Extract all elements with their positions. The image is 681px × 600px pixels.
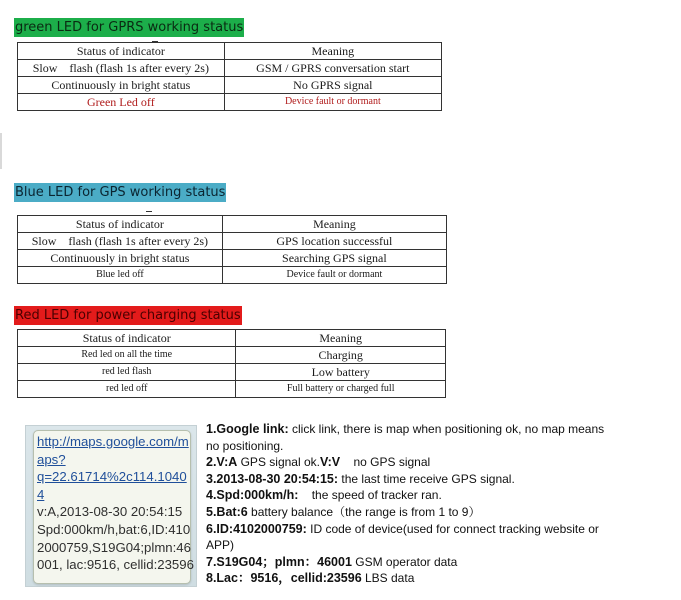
note-device-id-cont: APP): [206, 538, 235, 553]
table-row: [18, 77, 442, 94]
green-led-table: [17, 42, 442, 111]
sms-map-link[interactable]: http://maps.google.com/m: [37, 434, 189, 449]
blue-led-header: Blue LED for GPS working status: [15, 185, 226, 200]
sms-field-notes: [206, 421, 626, 587]
meaning-header: Meaning: [236, 330, 446, 347]
sms-line: v:A,2013-08-30 20:54:15: [37, 504, 183, 520]
meaning-cell: GPS location successful: [222, 233, 446, 250]
table-tick-mark: [146, 208, 152, 212]
meaning-cell: Full battery or charged full: [236, 381, 446, 398]
table-row: [18, 60, 442, 77]
note-battery: 5.Bat:6 battery balance（the range is from 1 to 9）: [206, 504, 481, 519]
meaning-cell: Low battery: [236, 364, 446, 381]
status-header: Status of indicator: [18, 330, 236, 347]
table-row: [18, 233, 447, 250]
red-led-table: [17, 329, 446, 398]
status-cell: red led flash: [18, 364, 236, 381]
status-header: Status of indicator: [18, 43, 225, 60]
meaning-header: Meaning: [222, 216, 446, 233]
meaning-header: Meaning: [224, 43, 441, 60]
status-cell: Blue led off: [18, 267, 223, 284]
table-header-row: [18, 330, 446, 347]
meaning-cell: Searching GPS signal: [222, 250, 446, 267]
table-row: [18, 250, 447, 267]
table-row: [18, 347, 446, 364]
note-timestamp: 3.2013-08-30 20:54:15: the last time receive GPS signal.: [206, 471, 515, 486]
table-header-row: [18, 43, 442, 60]
status-cell: Green Led off: [18, 94, 225, 111]
meaning-cell: GSM / GPRS conversation start: [224, 60, 441, 77]
status-cell: red led off: [18, 381, 236, 398]
sms-line: 001, lac:9516, cellid:23596: [37, 557, 194, 573]
meaning-cell: Device fault or dormant: [224, 94, 441, 111]
sms-text: [37, 433, 193, 574]
table-row: [18, 267, 447, 284]
note-google-link: 1.Google link: click link, there is map when positioning ok, no map means: [206, 422, 605, 436]
table-row: [18, 364, 446, 381]
status-cell: Red led on all the time: [18, 347, 236, 364]
status-cell: Slow flash (flash 1s after every 2s): [18, 233, 223, 250]
sms-screenshot: [25, 425, 197, 587]
sms-line: Spd:000km/h,bat:6,ID:410: [37, 521, 191, 537]
note-lbs: 8.Lac：9516，cellid:23596 LBS data: [206, 571, 415, 586]
status-cell: Continuously in bright status: [18, 77, 225, 94]
sms-map-link[interactable]: 4: [37, 486, 45, 502]
status-cell: Slow flash (flash 1s after every 2s): [18, 60, 225, 77]
note-gsm-operator: 7.S19G04；plmn：46001 GSM operator data: [206, 554, 458, 569]
blue-led-table: [17, 215, 447, 284]
status-cell: Continuously in bright status: [18, 250, 223, 267]
table-header-row: [18, 216, 447, 233]
status-header: Status of indicator: [18, 216, 223, 233]
red-led-header: Red LED for power charging status: [15, 308, 241, 323]
meaning-cell: Charging: [236, 347, 446, 364]
sms-map-link[interactable]: aps?: [37, 451, 66, 467]
sms-map-link[interactable]: q=22.61714%2c114.1040: [37, 469, 187, 485]
note-device-id: 6.ID:4102000759: ID code of device(used for connect tracking website or: [206, 521, 599, 536]
note-speed: 4.Spd:000km/h: the speed of tracker ran.: [206, 488, 442, 503]
table-row: [18, 381, 446, 398]
note-google-link-cont: no positioning.: [206, 438, 284, 453]
meaning-cell: Device fault or dormant: [222, 267, 446, 284]
sms-line: 2000759,S19G04;plmn:46: [37, 539, 191, 555]
meaning-cell: No GPRS signal: [224, 77, 441, 94]
left-edge-mark: [0, 133, 2, 169]
green-led-header: green LED for GPRS working status: [15, 20, 244, 35]
table-row: [18, 94, 442, 111]
note-gps-signal: 2.V:A GPS signal ok.V:V no GPS signal: [206, 455, 431, 470]
